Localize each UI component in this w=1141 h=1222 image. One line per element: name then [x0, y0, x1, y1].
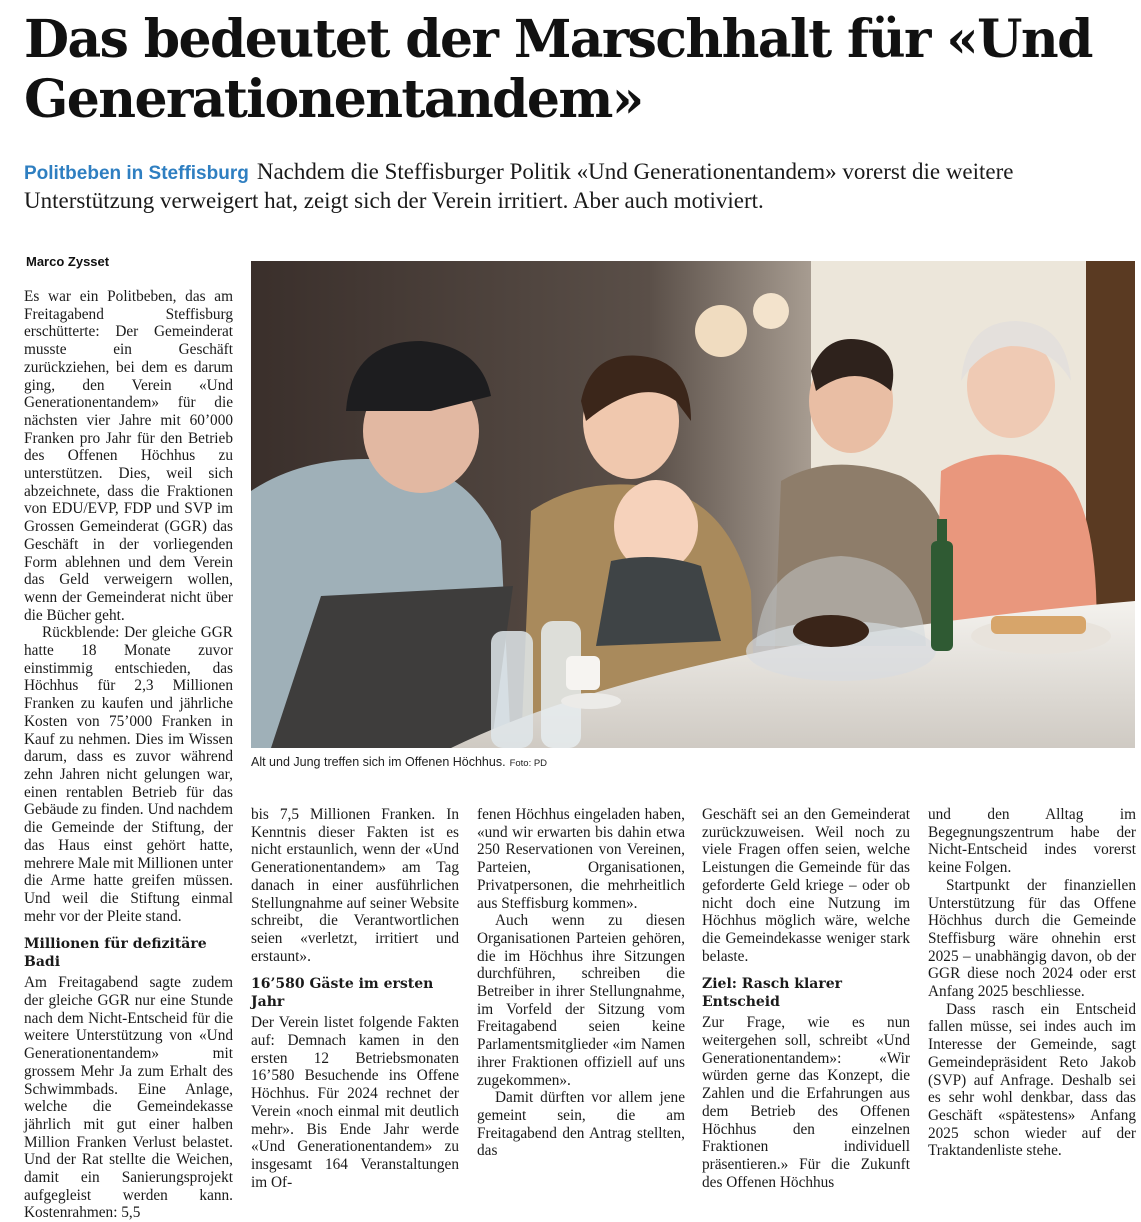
paragraph: Auch wenn zu diesen Organisationen Parteien gehören, die im Höchhus ihre Sitzungen durchführen, schreiben die Betreiber in ihrer Stellungnahme, im Vorfeld der Sitzung vom Freitagabend seien keine Parlamentsmitglieder «im Namen ihrer Fraktionen offiziell auf uns zugekommen».	[477, 912, 685, 1089]
paragraph: und den Alltag im Begegnungszentrum habe der Nicht-Entscheid indes vorerst keine Folgen.	[928, 806, 1136, 877]
lead-text: Nachdem die Steffisburger Politik «Und Generationentandem» vorerst die weitere Unterstützung verweigert hat, zeigt sich der Verein irritiert. Aber auch motiviert.	[24, 159, 1014, 213]
article-column-1	[24, 288, 233, 1222]
lead-paragraph	[24, 158, 1124, 214]
paragraph: Geschäft sei an den Gemeinderat zurückzuweisen. Weil noch zu viele Fragen offen seien, welche Leistungen die Gemeinde für das geforderte Geld kriege – oder ob nicht doch eine Nutzung im Höchhus möglich wäre, welche die Gemeindekasse weniger stark belaste.	[702, 806, 910, 965]
photo-illustration	[251, 261, 1135, 748]
headline: Das bedeutet der Marschhalt für «Und Generationentandem»	[24, 9, 1092, 130]
paragraph: Startpunkt der finanziellen Unterstützung für das Offene Höchhus durch die Gemeinde Steffisburg wäre ohnehin erst 2025 – unabhängig davon, ob der GGR diese noch 2024 oder erst Anfang 2025 beschliesse.	[928, 876, 1136, 1001]
kicker: Politbeben in Steffisburg	[24, 163, 249, 184]
paragraph: bis 7,5 Millionen Franken. In Kenntnis dieser Fakten ist es nicht erstaunlich, wenn der «Und Generationentandem» am Tag danach in einer ausführlichen Stellungnahme auf seiner Website schreibt, die Verantwortlichen seien «verletzt, irritiert und erstaunt».	[251, 806, 459, 965]
subheading: 16’580 Gäste im ersten Jahr	[251, 976, 434, 1011]
caption-text: Alt und Jung treffen sich im Offenen Höchhus.	[251, 755, 506, 769]
photo-credit: Foto: PD	[509, 758, 548, 769]
article-column-4	[702, 806, 910, 1191]
paragraph: Es war ein Politbeben, das am Freitagabend Steffisburg erschütterte: Der Gemeinderat musste ein Geschäft zurückziehen, bei dem es darum ging, den Verein «Und Generationentandem» für die nächsten vier Jahre mit 60’000 Franken pro Jahr für den Betrieb des Offenen Höchhus zu unterstützen. Dies, weil sich abzeichnete, dass die Fraktionen von EDU/EVP, FDP und SVP im Grossen Gemeinderat (GGR) das Geschäft in der vorliegenden Form ablehnen und dem Verein das Geld verweigern wollen, wenn der Gemeinderat nicht über die Bücher geht.	[24, 288, 233, 624]
paragraph: Der Verein listet folgende Fakten auf: Demnach kamen in den ersten 12 Betriebsmonaten 16’580 Besuchende ins Offene Höchhus. Für 2024 rechnet der Verein «noch einmal mit deutlich mehr». Bis Ende Jahr werde «Und Generationentandem» zu insgesamt 164 Veranstaltungen im Of-	[251, 1014, 459, 1191]
photo-caption	[251, 755, 1135, 769]
paragraph: Rückblende: Der gleiche GGR hatte 18 Monate zuvor einstimmig entschieden, das Höchhus für 2,3 Millionen Franken zu kaufen und jährliche Kosten von 75’000 Franken in Kauf zu nehmen. Dies im Wissen darum, dass es zuvor während zehn Jahren nicht gelungen war, einen rentablen Betrieb für das Gebäude zu finden. Und nachdem die Gemeinde der Stiftung, der das Haus einst gehört hatte, mehrere Male mit Millionen unter die Arme hatte greifen müssen. Und weil die Stiftung einmal mehr vor der Pleite stand.	[24, 624, 233, 925]
paragraph: Damit dürften vor allem jene gemeint sein, die am Freitagabend den Antrag stellten, das	[477, 1089, 685, 1160]
paragraph: Am Freitagabend sagte zudem der gleiche GGR nur eine Stunde nach dem Nicht-Entscheid für die weitere Unterstützung von «Und Generationentandem» mit grossem Mehr Ja zum Erhalt des Schwimmbads. Eine Anlage, welche die Gemeindekasse jährlich mit gut einer halben Million Franken Verlust belastet. Und der Rat stellte die Weichen, damit ein Sanierungsprojekt aufgegleist werden kann. Kostenrahmen: 5,5	[24, 974, 233, 1222]
article-column-2	[251, 806, 459, 1191]
article-column-3	[477, 806, 685, 1160]
paragraph: fenen Höchhus eingeladen haben, «und wir erwarten bis dahin etwa 250 Reservationen von Vereinen, Parteien, Organisationen, Privatpersonen, die mehrheitlich aus Steffisburg kommen».	[477, 806, 685, 912]
subheading: Ziel: Rasch klarer Entscheid	[702, 976, 843, 1011]
subheading: Millionen für defizitäre Badi	[24, 936, 207, 971]
article-photo	[251, 261, 1135, 748]
author-byline: Marco Zysset	[26, 254, 110, 269]
paragraph: Dass rasch ein Entscheid fallen müsse, sei indes auch im Interesse der Gemeinde, sagt Gemeindepräsident Reto Jakob (SVP) auf Anfrage. Deshalb sei es sehr wohl denkbar, dass das Geschäft «spätestens» Anfang 2025 schon wieder auf der Traktandenliste stehe.	[928, 1000, 1136, 1160]
paragraph: Zur Frage, wie es nun weitergehen soll, schreibt «Und Generationentandem»: «Wir würden gerne das Konzept, die Zahlen und die Erfahrungen aus dem Betrieb des Offenen Höchhus den einzelnen Fraktionen individuell präsentieren.» Für die Zukunft des Offenen Höchhus	[702, 1014, 910, 1191]
article-column-5	[928, 806, 1136, 1160]
